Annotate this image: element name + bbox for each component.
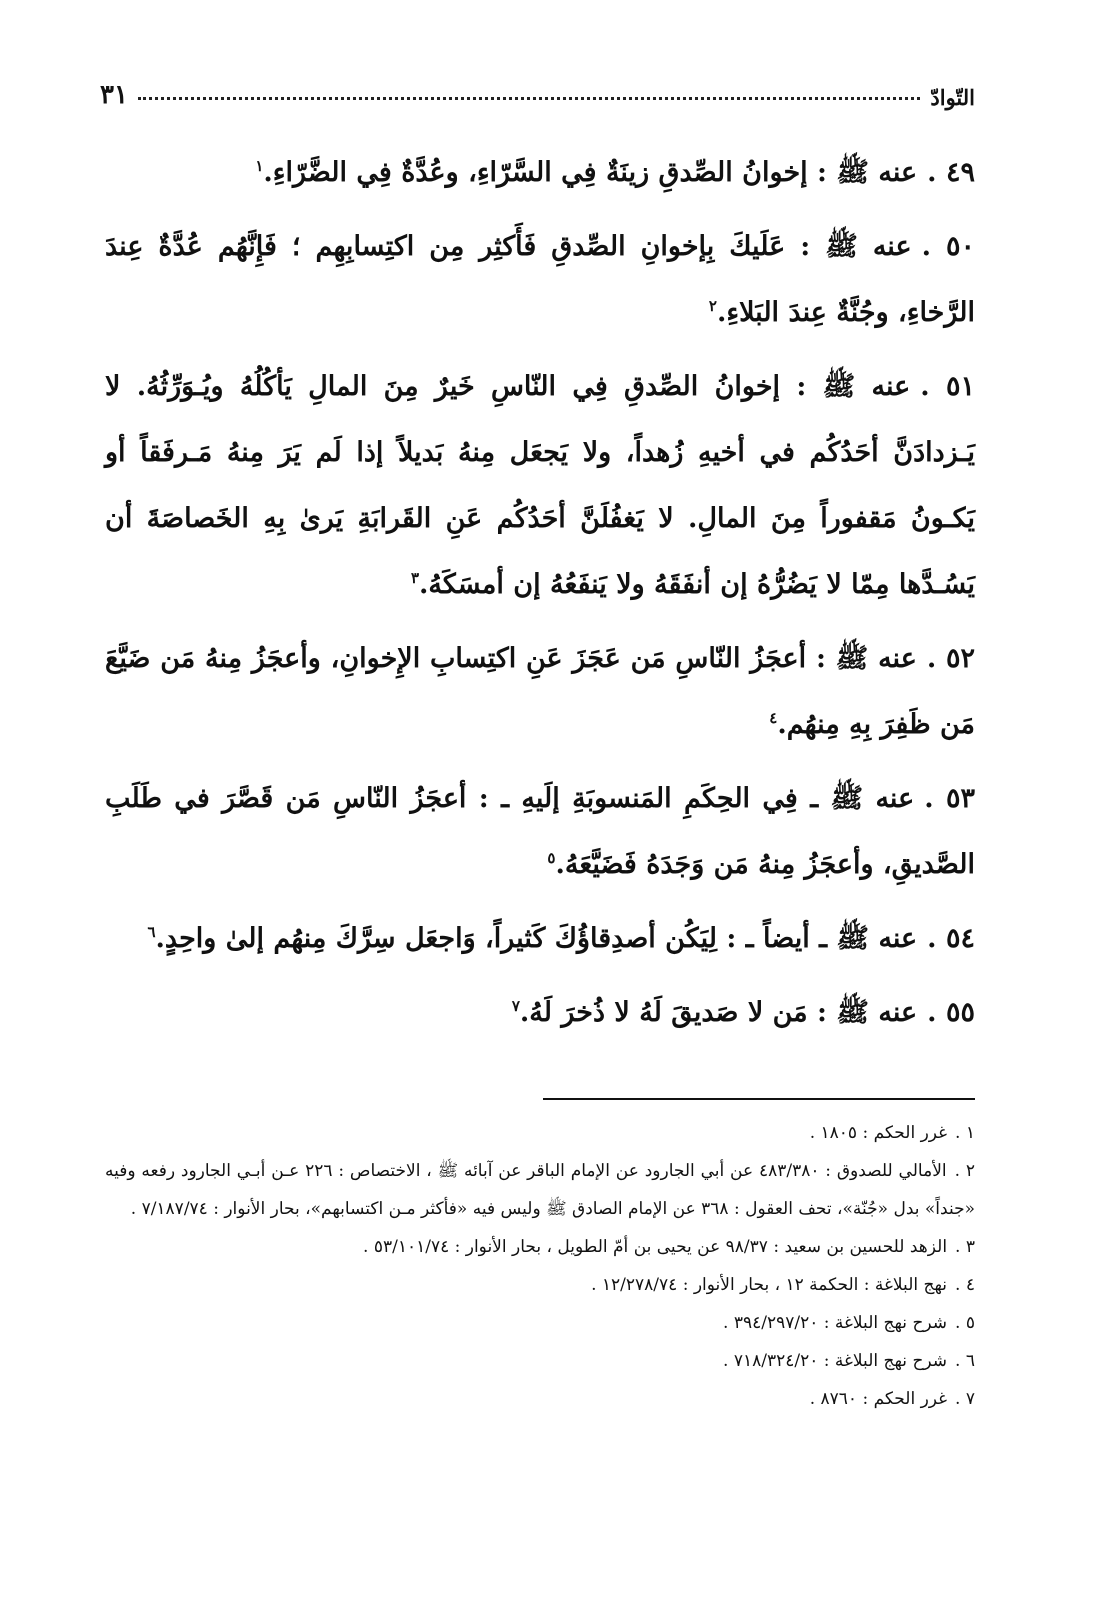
footnote-number: ٣ . [955,1237,975,1257]
page-number: ٣١ [100,80,128,110]
hadith-number: ٥٥ . [927,997,975,1028]
hadith-list [105,140,975,1054]
hadith-entry [105,354,975,618]
footnote-ref[interactable]: ٤ [769,709,778,727]
hadith-entry [105,140,975,206]
footnote-text: نهج البلاغة : الحكمة ١٢ ، بحار الأنوار : ١٢/٢٧٨/٧٤ . [591,1275,948,1295]
hadith-number: ٥٤ . [927,923,975,954]
footnote-ref[interactable]: ٦ [147,923,156,941]
footnote-text: الزهد للحسين بن سعيد : ٩٨/٣٧ عن يحيى بن أمّ الطويل ، بحار الأنوار : ٥٣/١٠١/٧٤ . [363,1237,948,1257]
footnote-text: غرر الحكم : ٨٧٦٠ . [809,1389,948,1409]
footnotes [105,1114,975,1418]
footnote-number: ٥ . [955,1313,975,1333]
hadith-text: عنه ﷺ : أعجَزُ النّاسِ مَن عَجَزَ عَنِ اكتِسابِ الإِخوانِ، وأعجَزُ مِنهُ مَن ضَيَّعَ مَن ظَفِرَ بِهِ مِنهُم. [105,643,975,740]
footnote-text: شرح نهج البلاغة : ٣٩٤/٢٩٧/٢٠ . [723,1313,948,1333]
hadith-text: عنه ﷺ ـ فِي الحِكَمِ المَنسوبَةِ إلَيهِ ـ : أعجَزُ النّاسِ مَن قَصَّرَ في طَلَبِ الصَّديقِ، وأعجَزُ مِنهُ مَن وَجَدَهُ فَضَيَّعَهُ. [105,783,975,880]
footnote-ref[interactable]: ٥ [547,849,556,867]
hadith-entry [105,980,975,1046]
footnote-ref[interactable]: ٢ [708,297,717,315]
hadith-text: عنه ﷺ : إخوانُ الصِّدقِ فِي النّاسِ خَيرٌ مِنَ المالِ يَأكُلُهُ ويُـوَرِّثُهُ. لا يَـزدادَنَّ أحَدُكُم في أخيهِ زُهداً، ولا يَجعَل مِنهُ بَديلاً إذا لَم يَرَ مِنهُ مَـرفَقاً أو يَكـونُ مَقفوراً مِنَ المالِ. لا يَغفُلَنَّ أحَدُكُم عَنِ القَرابَةِ يَرىٰ بِهِ الخَصاصَةَ أن يَسُـدَّها مِمّا لا يَضُرُّهُ إن أنفَقَهُ ولا يَنفَعُهُ إن أمسَكَهُ. [105,371,975,600]
footnote-number: ٧ . [955,1389,975,1409]
footnote-ref[interactable]: ٧ [511,997,520,1015]
hadith-text: عنه ﷺ : مَن لا صَديقَ لَهُ لا ذُخرَ لَهُ. [519,997,918,1028]
footnote [105,1380,975,1418]
footnote [105,1304,975,1342]
footnote-text: شرح نهج البلاغة : ٧١٨/٣٢٤/٢٠ . [723,1351,948,1371]
hadith-number: ٥٢ . [926,643,975,674]
leader-dots [138,97,920,100]
footnote-ref[interactable]: ١ [255,157,264,175]
hadith-text: عنه ﷺ ـ أيضاً ـ : لِيَكُن أصدِقاؤُكَ كَثيراً، وَاجعَل سِرَّكَ مِنهُم إلىٰ واحِدٍ. [155,923,918,954]
footnote-number: ١ . [955,1123,975,1143]
footnote-number: ٤ . [955,1275,975,1295]
footnote-divider [543,1098,975,1100]
hadith-entry [105,906,975,972]
running-header [100,70,975,110]
footnote [105,1114,975,1152]
footnote-text: الأمالي للصدوق : ٤٨٣/٣٨٠ عن أبي الجارود عن الإمام الباقر عن آبائه ﷺ ، الاختصاص : ٢٢٦ عـن أبـي الجارود رفعه وفيه «جنداً» بدل «جُنّة»، تحف العقول : ٣٦٨ عن الإمام الصادق ﷺ وليس فيه «فأكثر مـن اكتسابهم»، بحار الأنوار : ٧/١٨٧/٧٤ . [105,1161,975,1219]
hadith-text: عنه ﷺ : إخوانُ الصِّدقِ زينَةٌ فِي السَّرّاءِ، وعُدَّةٌ فِي الضَّرّاءِ. [263,157,918,188]
footnote [105,1266,975,1304]
running-title: التّوادّ [930,85,975,110]
footnote [105,1342,975,1380]
hadith-number: ٤٩ . [927,157,975,188]
footnote-ref[interactable]: ٣ [410,569,420,587]
footnote-number: ٢ . [954,1161,976,1181]
footnote [105,1152,975,1228]
footnote-text: غرر الحكم : ١٨٠٥ . [809,1123,948,1143]
hadith-entry [105,626,975,758]
hadith-number: ٥١ . [920,371,975,402]
hadith-text: عنه ﷺ : عَلَيكَ بِإخوانِ الصِّدقِ فَأَكثِر مِن اكتِسابِهِم ؛ فَإِنَّهُم عُدَّةٌ عِندَ الرَّخاءِ، وجُنَّةٌ عِندَ البَلاءِ. [105,231,975,328]
hadith-entry [105,766,975,898]
footnote [105,1228,975,1266]
hadith-number: ٥٠ . [921,231,975,262]
hadith-entry [105,214,975,346]
hadith-number: ٥٣ . [924,783,975,814]
footnote-number: ٦ . [955,1351,975,1371]
